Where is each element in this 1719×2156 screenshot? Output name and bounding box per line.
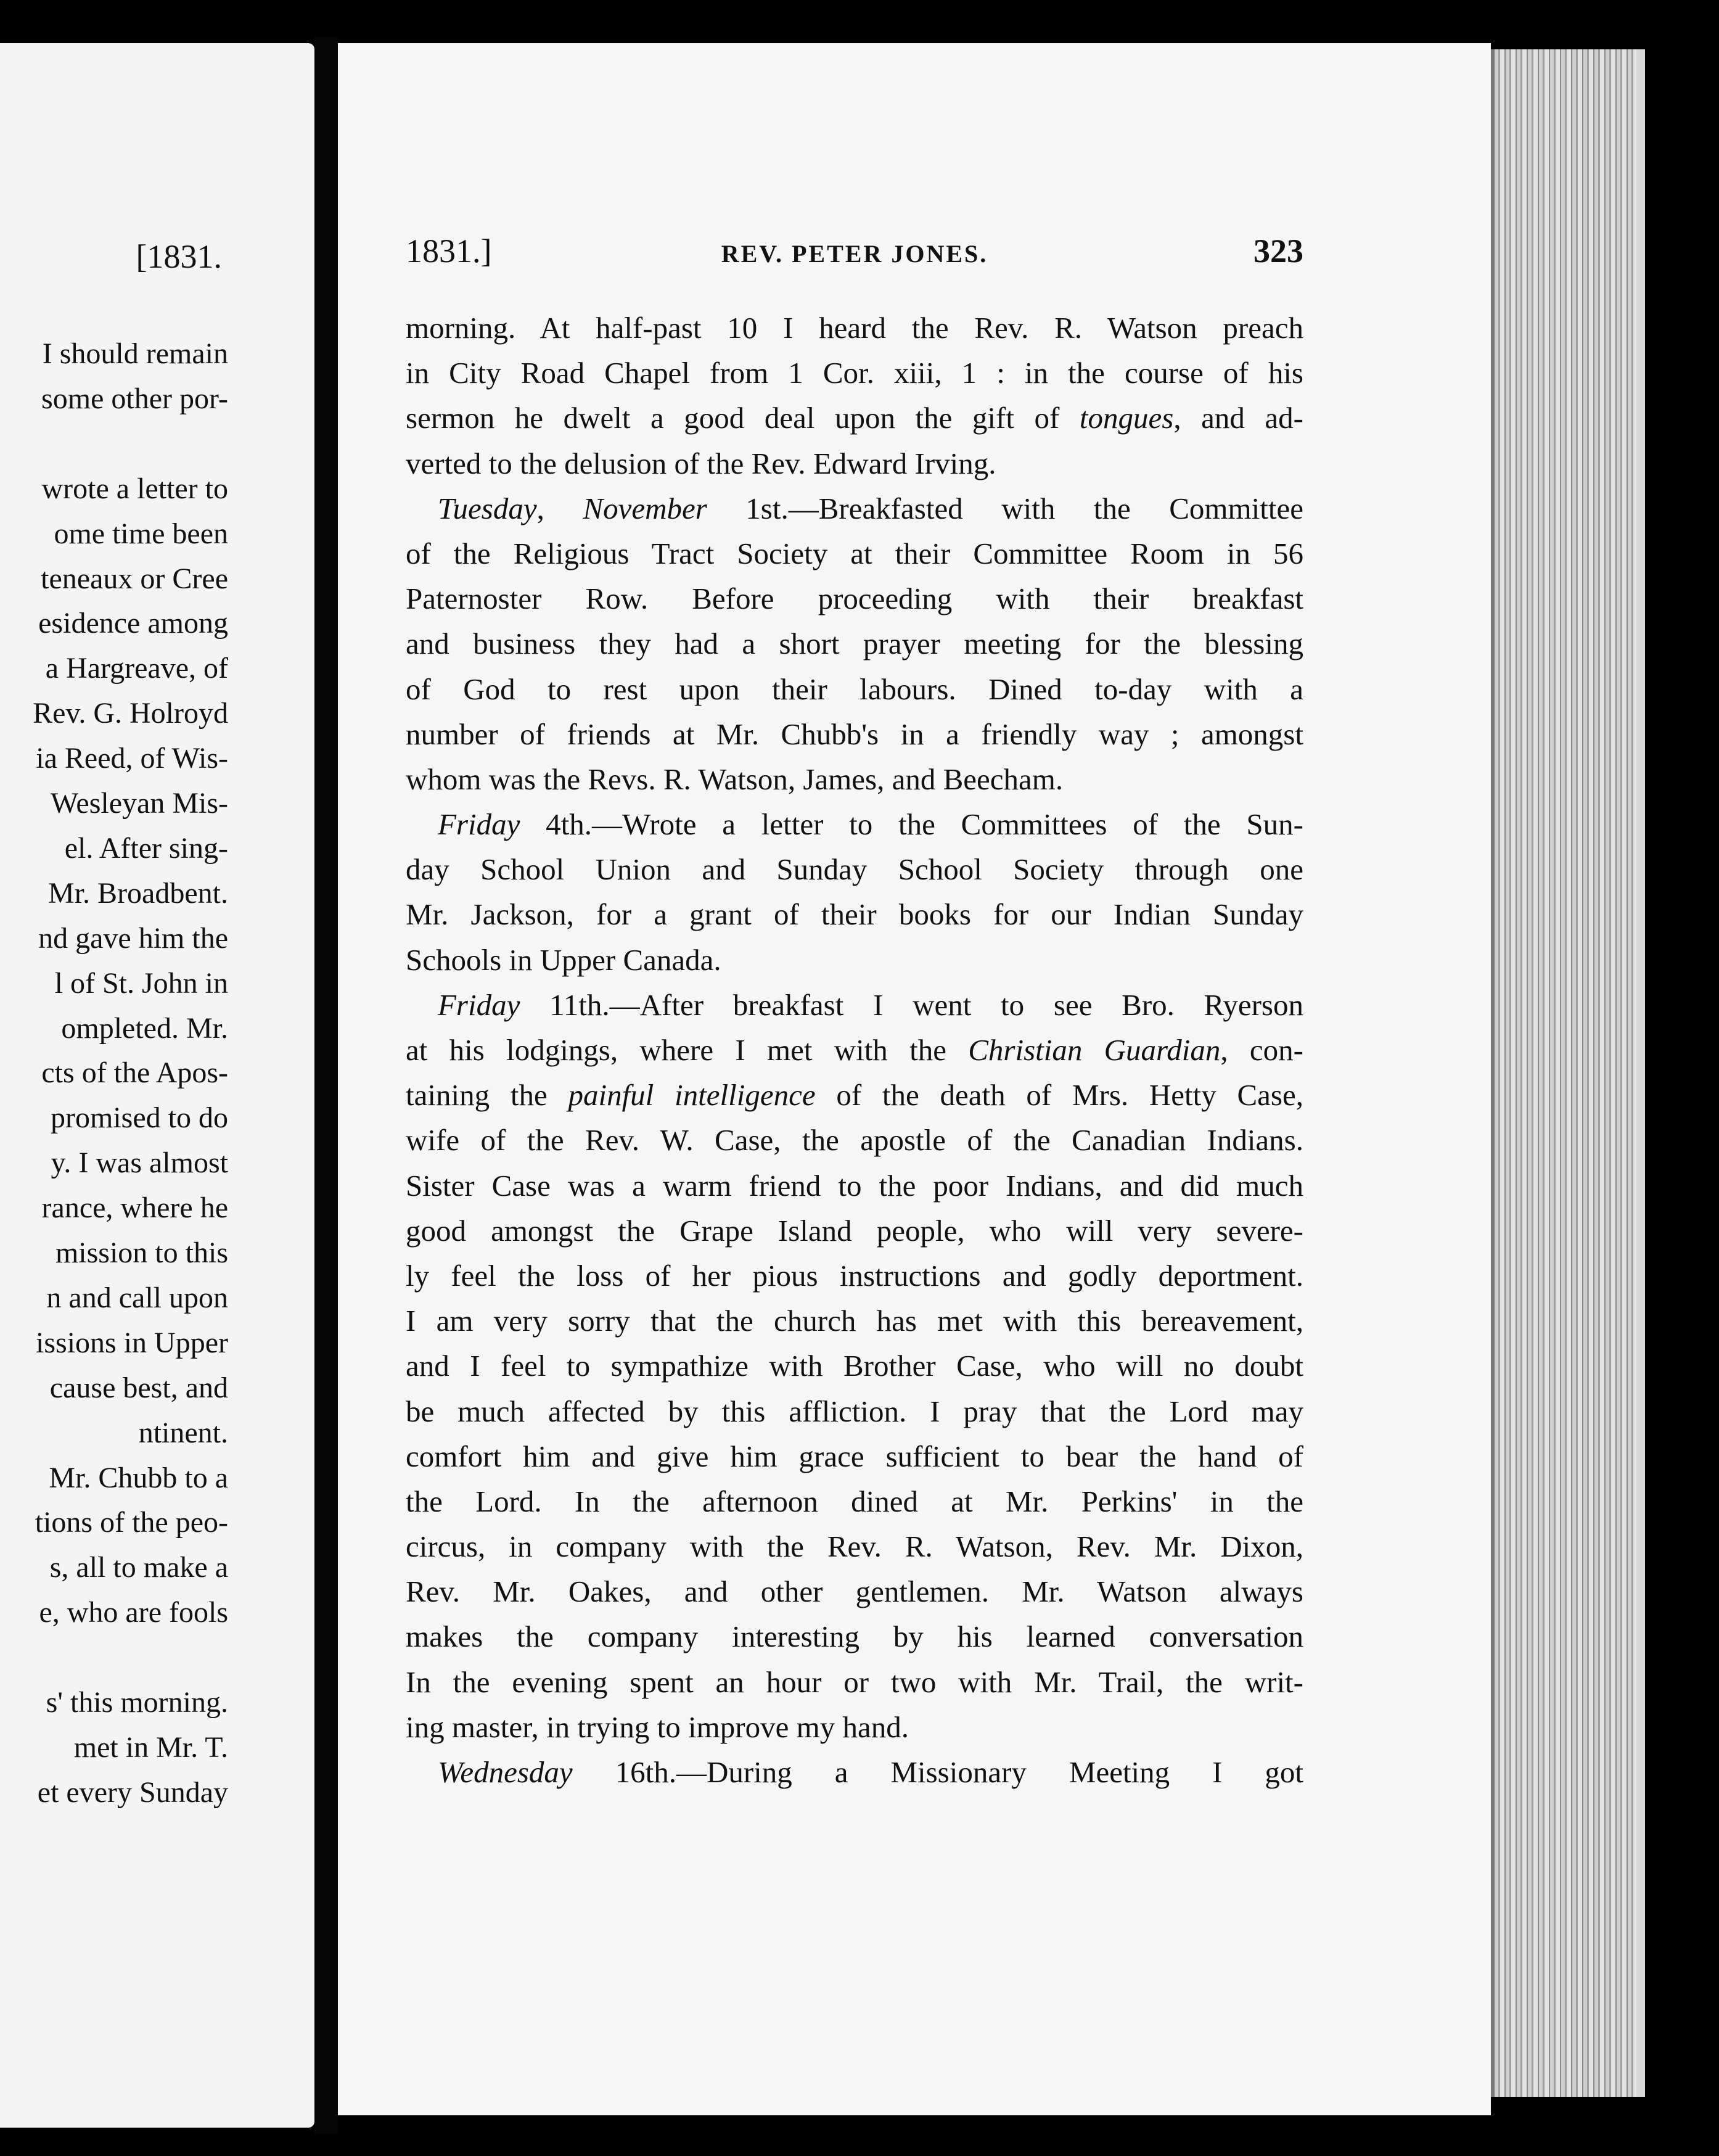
text-segment: whom was the Revs. R. Watson, James, and Beecham. <box>406 762 1064 796</box>
left-text-line: el. After sing- <box>64 831 228 865</box>
text-segment: Mr. Jackson, for a grant of their books for our Indian Sunday <box>406 897 1303 932</box>
text-segment: makes the company interesting by his learned conversation <box>406 1619 1303 1654</box>
italic-text: Christian Guardian <box>968 1033 1221 1067</box>
left-text-line: a Hargreave, of <box>45 652 228 685</box>
left-text-line: some other por- <box>41 382 228 415</box>
left-text-line: mission to this <box>55 1236 228 1269</box>
left-text-line: cts of the Apos- <box>41 1056 228 1090</box>
text-line <box>406 757 1303 802</box>
text-line <box>406 712 1303 757</box>
text-segment: sermon he dwelt a good deal upon the gift of <box>406 401 1080 435</box>
text-line <box>406 621 1303 666</box>
text-segment: 4th.—Wrote a letter to the Committees of the Sun- <box>520 807 1303 842</box>
left-text-line: s' this morning. <box>46 1686 228 1719</box>
text-line <box>406 1298 1303 1343</box>
text-segment: ing master, in trying to improve my hand. <box>406 1710 909 1744</box>
text-line <box>406 1479 1303 1524</box>
text-line <box>406 395 1303 440</box>
page-number: 323 <box>1253 232 1303 270</box>
text-segment: and business they had a short prayer meeting for the blessing <box>406 627 1303 661</box>
text-segment: 11th.—After breakfast I went to see Bro. Ryerson <box>520 987 1303 1022</box>
left-text-line: teneaux or Cree <box>41 562 228 595</box>
text-segment: Rev. Mr. Oakes, and other gentlemen. Mr. Watson always <box>406 1574 1303 1609</box>
left-text-line: ome time been <box>54 517 228 550</box>
text-line <box>406 486 1303 531</box>
text-line <box>406 802 1303 847</box>
left-text-line: l of St. John in <box>54 966 228 1000</box>
text-line <box>406 1208 1303 1253</box>
left-text-line: n and call upon <box>46 1281 228 1314</box>
text-line <box>406 350 1303 395</box>
text-line <box>406 1434 1303 1479</box>
left-text-line: y. I was almost <box>51 1146 228 1180</box>
text-segment: number of friends at Mr. Chubb's in a friendly way ; amongst <box>406 717 1303 751</box>
running-head-title: REV. PETER JONES. <box>721 240 988 268</box>
text-segment: 16th.—During a Missionary Meeting I got <box>572 1755 1303 1789</box>
text-line <box>406 1389 1303 1434</box>
left-text-line: nd gave him the <box>38 921 228 955</box>
left-page-fragment <box>0 43 314 2128</box>
text-line <box>406 667 1303 712</box>
left-text-line: promised to do <box>51 1101 228 1135</box>
left-text-line: cause best, and <box>49 1371 228 1404</box>
left-text-line: Wesleyan Mis- <box>50 787 228 820</box>
left-text-line: ompleted. Mr. <box>61 1011 228 1045</box>
left-text-line: met in Mr. T. <box>73 1730 228 1764</box>
left-text-line: ia Reed, of Wis- <box>36 742 228 775</box>
left-text-line: tions of the peo- <box>35 1506 228 1539</box>
text-line <box>406 576 1303 621</box>
left-text-line: ntinent. <box>138 1416 228 1449</box>
italic-text: Wednesday <box>438 1755 573 1789</box>
text-segment: Schools in Upper Canada. <box>406 942 721 977</box>
italic-text: painful intelligence <box>568 1078 816 1113</box>
text-segment: day School Union and Sunday School Society through one <box>406 852 1303 887</box>
left-text-line: I should remain <box>42 337 228 370</box>
text-line <box>406 1614 1303 1659</box>
text-segment: Sister Case was a warm friend to the poor Indians, and did much <box>406 1168 1303 1203</box>
text-line <box>406 937 1303 982</box>
text-segment: ly feel the loss of her pious instructions and godly deportment. <box>406 1258 1303 1293</box>
text-line <box>406 441 1303 486</box>
text-segment: comfort him and give him grace sufficient to bear the hand of <box>406 1439 1303 1473</box>
left-text-line: wrote a letter to <box>41 472 228 505</box>
page-edges <box>1491 49 1636 2097</box>
italic-text: Friday <box>438 987 520 1022</box>
text-line <box>406 1027 1303 1072</box>
text-segment: of God to rest upon their labours. Dined to-day with a <box>406 672 1303 706</box>
text-line <box>406 1705 1303 1750</box>
text-line <box>406 531 1303 576</box>
text-line <box>406 1163 1303 1208</box>
left-text-line: et every Sunday <box>37 1775 228 1809</box>
text-line <box>406 982 1303 1027</box>
text-line <box>406 1343 1303 1388</box>
text-line <box>406 847 1303 892</box>
italic-text: tongues <box>1079 401 1174 435</box>
text-segment: , <box>536 491 583 525</box>
text-line <box>406 305 1303 350</box>
text-segment: of the death of Mrs. Hetty Case, <box>815 1078 1304 1113</box>
running-head <box>406 232 1303 281</box>
left-text-line: e, who are fools <box>39 1596 228 1629</box>
italic-text: November <box>583 491 707 525</box>
text-segment: in City Road Chapel from 1 Cor. xiii, 1 : in the course of his <box>406 356 1303 390</box>
text-segment: In the evening spent an hour or two with Mr. Trail, the writ- <box>406 1664 1303 1699</box>
left-text-line: esidence among <box>38 607 228 640</box>
italic-text: Friday <box>438 807 520 842</box>
text-segment: and I feel to sympathize with Brother Case, who will no doubt <box>406 1349 1303 1383</box>
text-segment: be much affected by this affliction. I pray that the Lord may <box>406 1394 1303 1428</box>
text-segment: wife of the Rev. W. Case, the apostle of the Canadian Indians. <box>406 1123 1303 1158</box>
left-text-line: issions in Upper <box>36 1326 228 1359</box>
text-segment: circus, in company with the Rev. R. Watson, Rev. Mr. Dixon, <box>406 1529 1303 1564</box>
text-segment: good amongst the Grape Island people, who will very severe- <box>406 1213 1303 1248</box>
text-line <box>406 1072 1303 1117</box>
text-line <box>406 1117 1303 1162</box>
text-segment: , and ad- <box>1173 401 1303 435</box>
left-text-line: Mr. Broadbent. <box>48 876 228 910</box>
text-line <box>406 1253 1303 1298</box>
text-line <box>406 1524 1303 1569</box>
left-text-line: Mr. Chubb to a <box>49 1461 228 1494</box>
text-segment: morning. At half-past 10 I heard the Rev. R. Watson preach <box>406 311 1303 345</box>
text-line <box>406 892 1303 937</box>
text-segment: Paternoster Row. Before proceeding with their breakfast <box>406 582 1303 616</box>
text-segment: the Lord. In the afternoon dined at Mr. Perkins' in the <box>406 1484 1303 1518</box>
text-line <box>406 1750 1303 1795</box>
left-text-line: Rev. G. Holroyd <box>33 697 228 730</box>
left-text-line: rance, where he <box>41 1191 228 1225</box>
running-head-year: 1831.] <box>406 232 492 270</box>
text-segment: verted to the delusion of the Rev. Edward Irving. <box>406 446 996 480</box>
text-segment: I am very sorry that the church has met with this bereavement, <box>406 1304 1303 1338</box>
text-segment: , con- <box>1220 1033 1303 1067</box>
text-segment: at his lodgings, where I met with the <box>406 1033 969 1067</box>
text-line <box>406 1569 1303 1614</box>
left-running-head: [1831. <box>136 238 222 275</box>
text-segment: 1st.—Breakfasted with the Committee <box>707 491 1303 525</box>
book-gutter <box>314 37 338 2134</box>
text-line <box>406 1660 1303 1705</box>
left-text-line: s, all to make a <box>49 1551 228 1584</box>
text-segment: of the Religious Tract Society at their Committee Room in 56 <box>406 536 1303 570</box>
italic-text: Tuesday <box>438 491 537 525</box>
text-segment: taining the <box>406 1078 568 1113</box>
body-text <box>406 305 1303 1795</box>
